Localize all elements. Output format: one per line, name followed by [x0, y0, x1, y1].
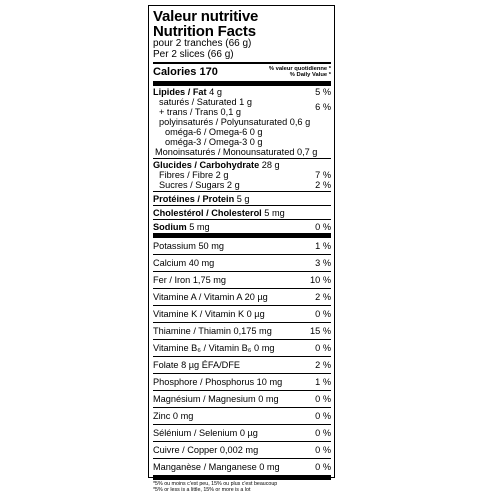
nutrient-dv: 1 % [315, 377, 331, 387]
saturated-trans-group [153, 97, 331, 117]
nutrient-row [153, 289, 331, 305]
nutrient-row [153, 425, 331, 441]
nutrient-label: Manganèse / Manganese 0 mg [153, 462, 280, 472]
nutrient-row [153, 323, 331, 339]
fibre-row: Fibres / Fibre 2 g 7 % [159, 170, 331, 180]
calories-row [153, 64, 331, 79]
saturated-row: saturés / Saturated 1 g [159, 97, 252, 107]
footnote-en: *5% or less is a little, 15% or more is a lot [153, 487, 251, 493]
nutrient-row [153, 357, 331, 373]
footnote [153, 480, 331, 493]
protein-row: Protéines / Protein 5 g [153, 194, 250, 204]
nutrient-dv: 2 % [315, 360, 331, 370]
nutrient-dv: 0 % [315, 462, 331, 472]
nutrient-row [153, 408, 331, 424]
nutrient-label: Calcium 40 mg [153, 258, 215, 268]
nutrient-row [153, 272, 331, 288]
nutrient-dv: 2 % [315, 292, 331, 302]
sugars-row: Sucres / Sugars 2 g 2 % [159, 180, 331, 190]
nutrient-dv: 0 % [315, 343, 331, 353]
serving-size-en: Per 2 slices (66 g) [153, 48, 234, 60]
nutrient-label: Vitamine K / Vitamin K 0 µg [153, 309, 265, 319]
nutrient-dv: 1 % [315, 241, 331, 251]
omega6-row: oméga-6 / Omega-6 0 g [165, 127, 263, 137]
calories-label: Calories 170 [153, 66, 218, 78]
nutrient-label: Zinc 0 mg [153, 411, 194, 421]
footnote-fr: *5% ou moins c'est peu, 15% ou plus c'est beaucoup [153, 481, 278, 487]
omega3-row: oméga-3 / Omega-3 0 g [165, 137, 263, 147]
trans-row: + trans / Trans 0,1 g [159, 107, 241, 117]
nutrient-row [153, 306, 331, 322]
title-fr: Valeur nutritive [153, 8, 259, 25]
nutrient-label: Phosphore / Phosphorus 10 mg [153, 377, 283, 387]
nutrient-label: Vitamine A / Vitamin A 20 µg [153, 292, 268, 302]
carbohydrate-row: Glucides / Carbohydrate 28 g [153, 160, 280, 170]
daily-value-header: % valeur quotidienne * % Daily Value * [268, 65, 331, 78]
nutrient-dv: 0 % [315, 309, 331, 319]
nutrient-label: Sélénium / Selenium 0 µg [153, 428, 258, 438]
mono-row: Monoinsaturés / Monounsaturated 0,7 g [155, 147, 318, 157]
nutrient-label: Cuivre / Copper 0,002 mg [153, 445, 259, 455]
nutrition-facts-label [148, 5, 335, 493]
nutrient-dv: 10 % [310, 275, 331, 285]
nutrient-label: Folate 8 µg ÉFA/DFE [153, 360, 240, 370]
nutrient-dv: 0 % [315, 445, 331, 455]
nutrient-label: Fer / Iron 1,75 mg [153, 275, 227, 285]
nutrient-row [153, 340, 331, 356]
cholesterol-row: Cholestérol / Cholesterol 5 mg [153, 208, 285, 218]
sat-trans-dv: 6 % [315, 102, 331, 112]
nutrient-label: Vitamine B₆ / Vitamin B₆ 0 mg [153, 343, 275, 353]
nutrient-dv: 0 % [315, 428, 331, 438]
fat-row: Lipides / Fat 4 g 5 % [153, 87, 331, 97]
nutrient-row [153, 255, 331, 271]
nutrient-dv: 3 % [315, 258, 331, 268]
nutrient-row [153, 238, 331, 254]
nutrient-label: Magnésium / Magnesium 0 mg [153, 394, 279, 404]
nutrient-dv: 0 % [315, 411, 331, 421]
nutrient-label: Thiamine / Thiamin 0,175 mg [153, 326, 272, 336]
nutrient-row [153, 391, 331, 407]
micronutrient-list [153, 238, 331, 475]
poly-row: polyinsaturés / Polyunsaturated 0,6 g [159, 117, 311, 127]
nutrient-label: Potassium 50 mg [153, 241, 224, 251]
nutrient-row [153, 442, 331, 458]
serving-size-fr: pour 2 tranches (66 g) [153, 38, 252, 49]
nutrient-row [153, 459, 331, 475]
sodium-row: Sodium 5 mg 0 % [153, 222, 331, 232]
fat-dv: 5 % [315, 87, 331, 97]
nutrient-row [153, 374, 331, 390]
nutrient-dv: 0 % [315, 394, 331, 404]
title-en: Nutrition Facts [153, 23, 256, 40]
nutrient-dv: 15 % [310, 326, 331, 336]
